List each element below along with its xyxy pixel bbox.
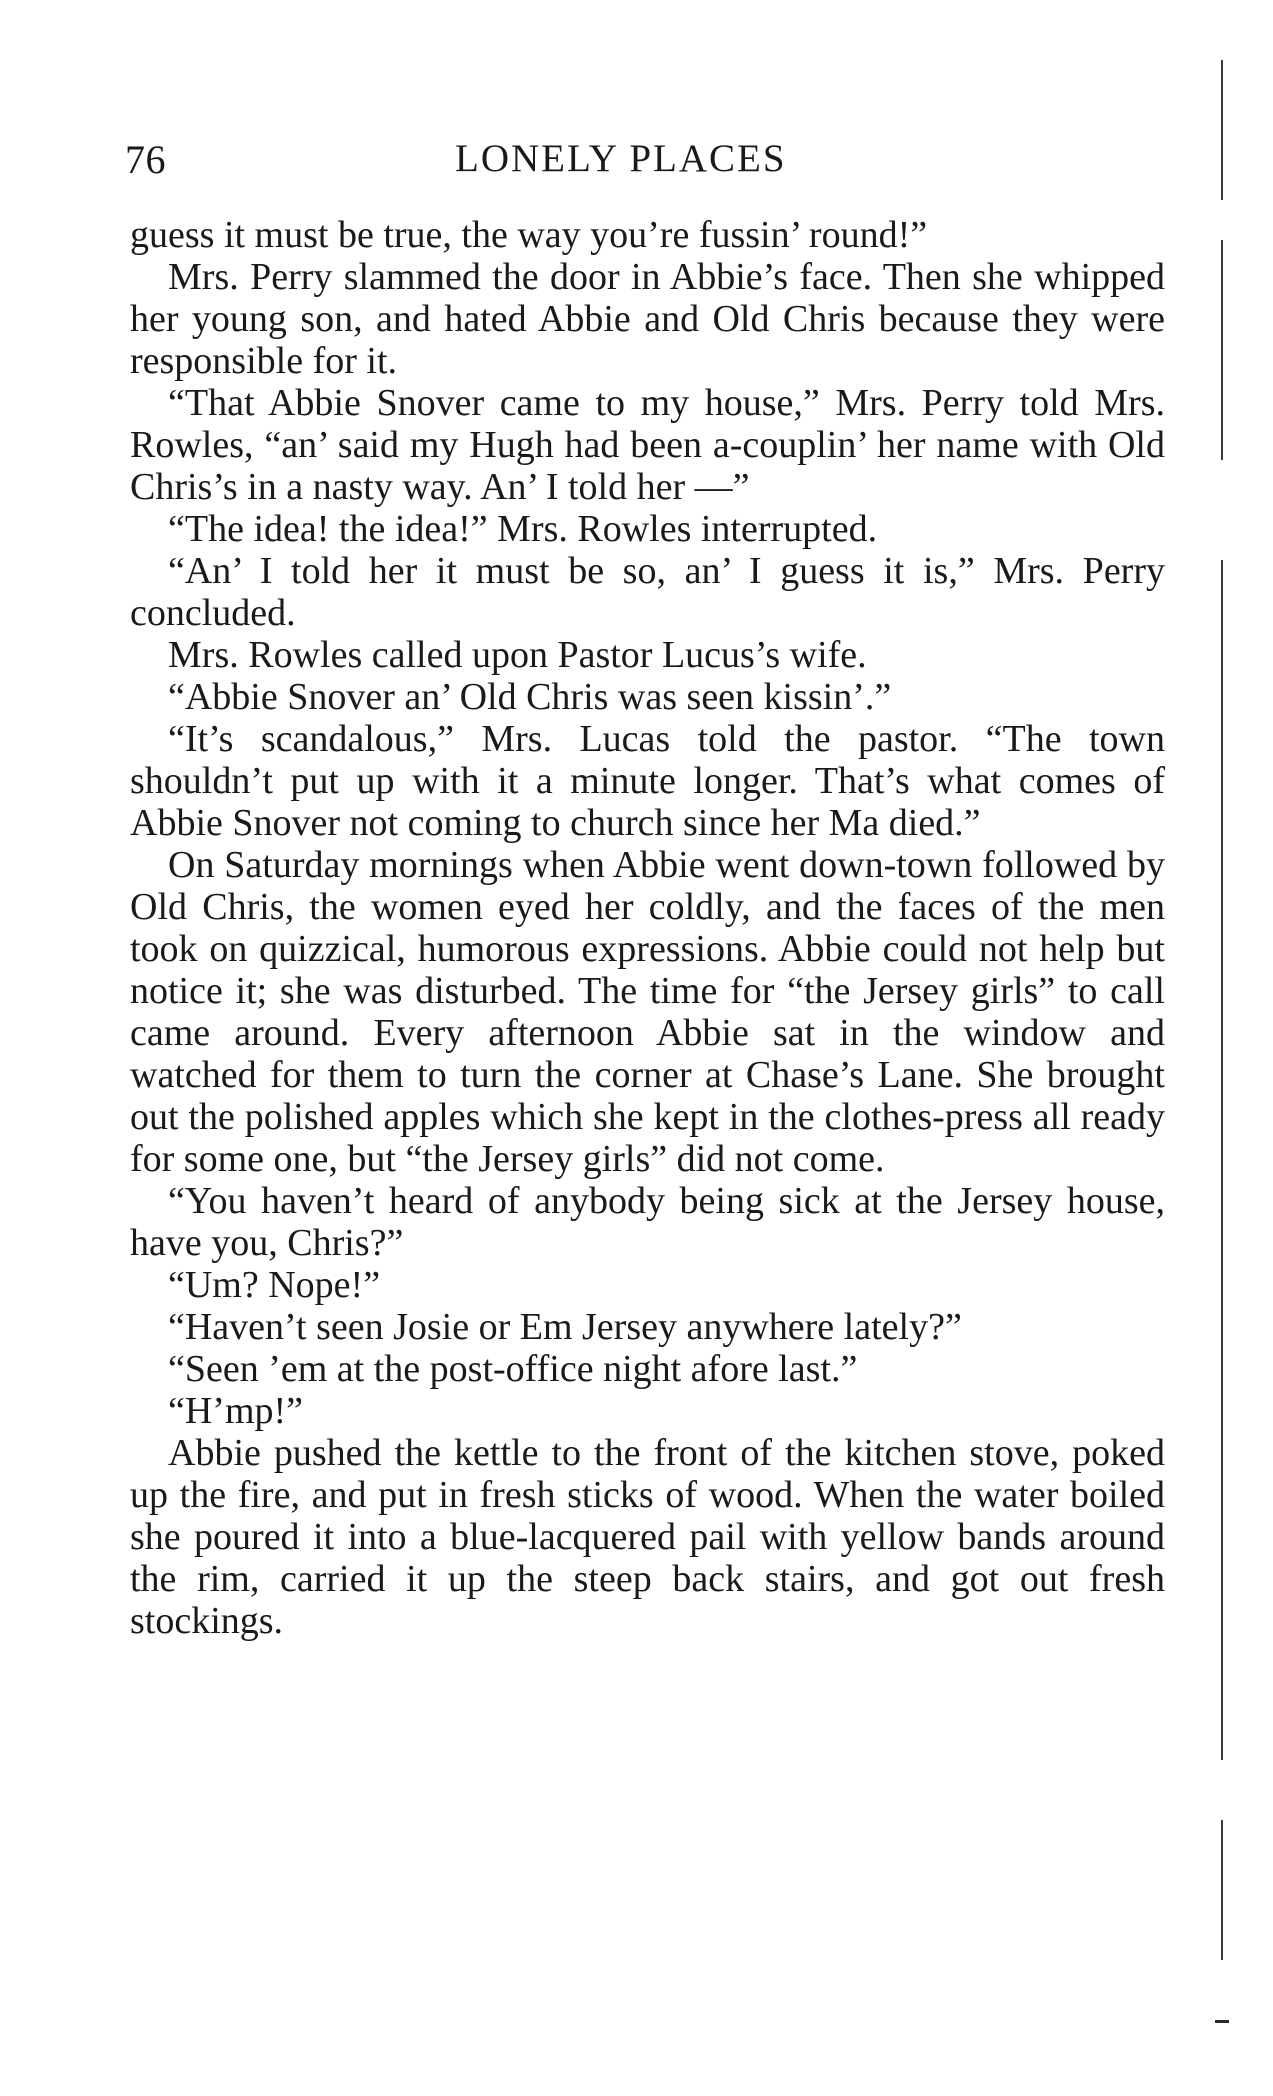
paragraph: “Seen ’em at the post-office night afore last.” bbox=[168, 1348, 858, 1390]
scan-mark bbox=[1215, 2020, 1229, 2023]
paragraph: Abbie pushed the kettle to the front of the kitchen stove, poked up the fire, and put in fresh sticks of wood. When the water boiled she poured it into a blue-lacquered pail with yellow bands around the rim, carried it up the steep back stairs, and got out fresh stockings. bbox=[130, 1432, 1165, 1642]
page-header bbox=[125, 136, 1160, 186]
page-number: 76 bbox=[125, 137, 166, 182]
paragraph: “You haven’t heard of anybody being sick at the Jersey house, have you, Chris?” bbox=[130, 1180, 1165, 1264]
scan-edge-line bbox=[1221, 1820, 1223, 1960]
paragraph: “The idea! the idea!” Mrs. Rowles interrupted. bbox=[168, 508, 878, 550]
paragraph: “H’mp!” bbox=[168, 1390, 304, 1432]
paragraph: Mrs. Rowles called upon Pastor Lucus’s wife. bbox=[168, 634, 867, 676]
paragraph: guess it must be true, the way you’re fussin’ round!” bbox=[130, 214, 928, 256]
running-head: LONELY PLACES bbox=[455, 137, 787, 180]
paragraph: “An’ I told her it must be so, an’ I guess it is,” Mrs. Perry concluded. bbox=[130, 550, 1165, 634]
scan-edge-line bbox=[1221, 240, 1223, 460]
paragraph: Mrs. Perry slammed the door in Abbie’s face. Then she whipped her young son, and hated Abbie and Old Chris because they were responsible for it. bbox=[130, 256, 1165, 382]
scan-edge-line bbox=[1221, 60, 1223, 200]
paragraph: “Haven’t seen Josie or Em Jersey anywhere lately?” bbox=[168, 1306, 962, 1348]
scan-edge-line bbox=[1221, 560, 1223, 1760]
paragraph: “It’s scandalous,” Mrs. Lucas told the pastor. “The town shouldn’t put up with it a minute longer. That’s what comes of Abbie Snover not coming to church since her Ma died.” bbox=[130, 718, 1165, 844]
paragraph: “Um? Nope!” bbox=[168, 1264, 381, 1306]
body-text bbox=[130, 214, 1165, 1642]
paragraph: On Saturday mornings when Abbie went down-town followed by Old Chris, the women eyed her coldly, and the faces of the men took on quizzical, humorous expressions. Abbie could not help but notice it; she was disturbed. The time for “the Jersey girls” to call came around. Every afternoon Abbie sat in the window and watched for them to turn the corner at Chase’s Lane. She brought out the polished apples which she kept in the clothes-press all ready for some one, but “the Jersey girls” did not come. bbox=[130, 844, 1165, 1180]
paragraph: “That Abbie Snover came to my house,” Mrs. Perry told Mrs. Rowles, “an’ said my Hugh had been a-couplin’ her name with Old Chris’s in a nasty way. An’ I told her —” bbox=[130, 382, 1165, 508]
paragraph: “Abbie Snover an’ Old Chris was seen kissin’.” bbox=[168, 676, 892, 718]
